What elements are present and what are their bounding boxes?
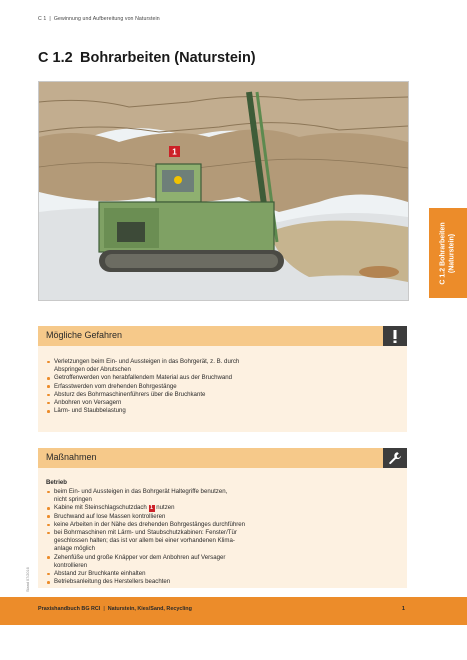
title-number: C 1.2 (38, 50, 73, 66)
measures-section (38, 448, 407, 588)
side-tab-label (440, 222, 457, 284)
stand-text: Stand 07/2016 (26, 567, 30, 592)
page-number: 1 (401, 606, 405, 612)
header-separator: | (49, 16, 51, 22)
wrench-icon (383, 448, 407, 468)
list-item: Getroffenwerden von herabfallendem Material aus der Bruchwand (46, 374, 397, 382)
list-item: Betriebsanleitung des Herstellers beachten (46, 578, 397, 586)
list-item: Anbohren von Versagern (46, 399, 397, 407)
list-item: Abstand zur Bruchkante einhalten (46, 570, 397, 578)
side-tab (429, 208, 467, 298)
list-item-continuation: geschlossen halten; das ist vor allem bei einer vorhandenen Klima- (54, 537, 235, 545)
running-header (38, 16, 160, 22)
list-item: Lärm- und Staubbelastung (46, 407, 397, 415)
list-item: beim Ein- und Aussteigen in das Bohrgerät Haltegriffe benutzen, (46, 488, 397, 496)
hazards-title: Mögliche Gefahren (46, 330, 123, 340)
hazards-section (38, 326, 407, 432)
list-item: Bruchwand auf lose Massen kontrollieren (46, 513, 397, 521)
list-item-continuation: nicht springen (54, 496, 92, 504)
list-item: bei Bohrmaschinen mit Lärm- und Staubschutzkabinen: Fenster/Tür (46, 529, 397, 537)
footer-separator: | (103, 606, 105, 612)
footer-book: Praxishandbuch BG RCI (38, 606, 101, 612)
footer-text (38, 606, 192, 612)
header-chapter: Gewinnung und Aufbereitung von Naturstein (53, 16, 160, 22)
footer-bar (0, 597, 467, 625)
list-item: Absturz des Bohrmaschinenführers über die Bruchkante (46, 391, 397, 399)
exclamation-icon (383, 326, 407, 346)
measures-subheading: Betrieb (46, 479, 67, 486)
list-item-continuation: Abspringen oder Abrutschen (54, 366, 131, 374)
page-title (38, 50, 256, 66)
title-text: Bohrarbeiten (Naturstein) (80, 50, 256, 66)
measures-list (46, 488, 397, 586)
drilling-rig-illustration (38, 81, 409, 301)
header-section-ref: C 1 (38, 16, 47, 22)
list-item: Verletzungen beim Ein- und Aussteigen in das Bohrgerät, z. B. durch (46, 358, 397, 366)
measures-title: Maßnahmen (46, 452, 97, 462)
measures-header (38, 448, 407, 468)
list-item: Erfasstwerden vom drehenden Bohrgestänge (46, 383, 397, 391)
hazards-header (38, 326, 407, 346)
footer-topic: Naturstein, Kies/Sand, Recycling (107, 606, 192, 612)
list-item: keine Arbeiten in der Nähe des drehenden Bohrgestänges durchführen (46, 521, 397, 529)
side-tab-line2: (Naturstein) (448, 233, 455, 273)
marker-badge: 1 (150, 505, 153, 512)
side-tab-line1: C 1.2 Bohrarbeiten (439, 221, 447, 285)
stand-note (24, 562, 34, 592)
illustration-marker: 1 (172, 147, 177, 157)
list-item-continuation: anlage möglich (54, 545, 95, 553)
list-item: Zehenfüße und große Knäpper vor dem Anbohren auf Versager (46, 554, 397, 562)
hazards-list (46, 358, 397, 415)
list-item-continuation: kontrollieren (54, 561, 88, 569)
list-item: Kabine mit Steinschlagschutzdach 1 nutzen (46, 504, 397, 512)
